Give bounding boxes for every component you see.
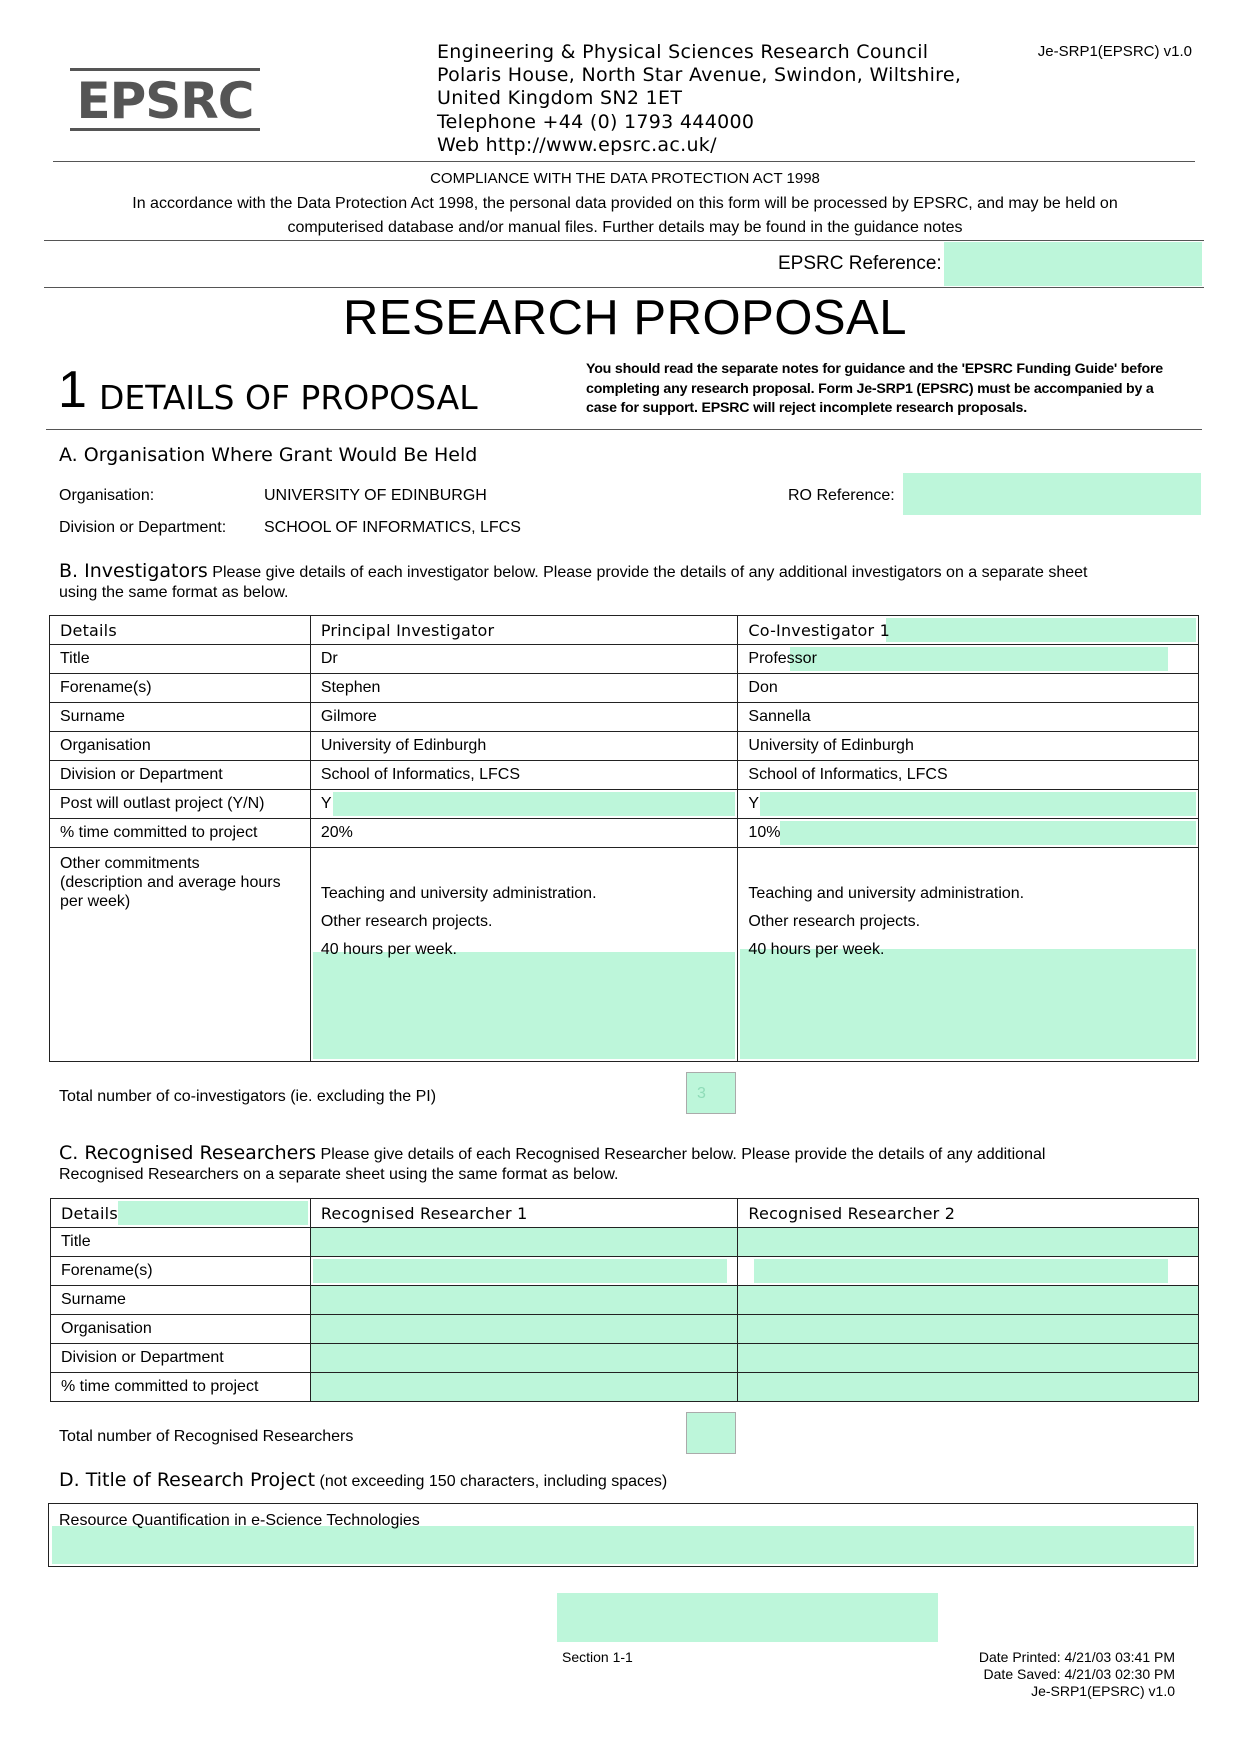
part-c-intro: C. Recognised Researchers Please give details of each Recognised Researcher below. Please provide the details of any additional Recognised Researchers on a separate sheet using the same format as below. (59, 1142, 1046, 1183)
divider (44, 240, 1204, 241)
rr1-surname-field[interactable] (310, 1286, 738, 1315)
part-a-heading: A. Organisation Where Grant Would Be Held (59, 444, 478, 466)
total-coinvestigators-field[interactable]: 3 (686, 1072, 736, 1114)
table-row: Division or Department School of Informatics, LFCS School of Informatics, LFCS (50, 761, 1199, 790)
project-title-box[interactable] (48, 1503, 1198, 1567)
total-coinvestigators-label: Total number of co-investigators (ie. excluding the PI) (59, 1088, 437, 1105)
rr2-organisation-field[interactable] (738, 1315, 1199, 1344)
form-code: Je-SRP1(EPSRC) v1.0 (1037, 43, 1192, 60)
column-header: Recognised Researcher 2 (738, 1199, 1199, 1228)
total-researchers-field[interactable] (686, 1412, 736, 1454)
rr2-division-field[interactable] (738, 1344, 1199, 1373)
page-title: RESEARCH PROPOSAL (343, 291, 907, 345)
table-row: Division or Department (51, 1344, 1199, 1373)
ro-reference-field[interactable] (903, 473, 1201, 515)
compliance-line-2: computerised database and/or manual files. Further details may be found in the guidance notes (287, 219, 963, 236)
part-d-heading: D. Title of Research Project (59, 1469, 316, 1491)
table-header-row (51, 1199, 1199, 1228)
rr1-time-field[interactable] (310, 1373, 738, 1402)
ci-time-cell[interactable]: 10% (738, 819, 1199, 848)
rr1-organisation-field[interactable] (310, 1315, 738, 1344)
input-field[interactable] (754, 1259, 1168, 1283)
input-field[interactable] (886, 618, 1196, 642)
organisation-value: UNIVERSITY OF EDINBURGH (264, 487, 487, 504)
table-row (50, 848, 1199, 1062)
organisation-label: Organisation: (59, 487, 155, 504)
council-address: Engineering & Physical Sciences Research Council Polaris House, North Star Avenue, Swindon, Wiltshire, United Kingdom SN2 1ET Telephone +44 (0) 1793 444000 Web http://www.epsrc.ac.uk/ (437, 41, 962, 156)
column-header: Details (50, 616, 311, 645)
epsrc-logo (70, 68, 260, 134)
table-row: Post will outlast project (Y/N) Y Y (50, 790, 1199, 819)
rr2-title-field[interactable] (738, 1228, 1199, 1257)
section-number: 1 (58, 361, 87, 419)
divider (44, 287, 1204, 288)
investigators-table (49, 615, 1199, 1062)
column-header: Details (51, 1199, 311, 1228)
rr1-title-field[interactable] (310, 1228, 738, 1257)
part-c-heading: C. Recognised Researchers (59, 1142, 317, 1164)
input-field[interactable] (790, 647, 1168, 671)
footer-form-code: Je-SRP1(EPSRC) v1.0 (1031, 1683, 1175, 1699)
footer-section: Section 1-1 (562, 1649, 633, 1665)
guidance-note: You should read the separate notes for guidance and the 'EPSRC Funding Guide' before completing any research proposal. Form Je-SRP1 (EPSRC) must be accompanied by a case for support. EPSRC will reject incomplete research proposals. (586, 361, 1163, 416)
division-value: SCHOOL OF INFORMATICS, LFCS (264, 519, 521, 536)
column-header: Recognised Researcher 1 (310, 1199, 738, 1228)
rr1-forename-cell[interactable] (310, 1257, 738, 1286)
researchers-table (50, 1198, 1199, 1402)
table-row: Forename(s) Stephen Don (50, 674, 1199, 703)
table-row: Surname Gilmore Sannella (50, 703, 1199, 732)
input-field[interactable] (313, 1259, 728, 1283)
table-row: Organisation University of Edinburgh University of Edinburgh (50, 732, 1199, 761)
epsrc-reference-label: EPSRC Reference: (778, 253, 942, 274)
ci-outlast-cell[interactable]: Y (738, 790, 1199, 819)
ro-reference-label: RO Reference: (788, 487, 895, 504)
footer-dates (979, 1649, 1175, 1700)
epsrc-reference-field[interactable] (944, 242, 1202, 286)
column-header: Co-Investigator 1 (738, 616, 1199, 645)
divider (46, 429, 1202, 430)
table-row: Surname (51, 1286, 1199, 1315)
divider (53, 161, 1195, 162)
part-b-intro: B. Investigators Please give details of each investigator below. Please provide the details of any additional investigators on a separate sheet using the same format as below. (59, 560, 1088, 601)
input-field[interactable] (52, 1526, 1194, 1564)
input-field[interactable] (740, 949, 1196, 1059)
signature-field[interactable] (557, 1593, 938, 1642)
pi-outlast-cell[interactable]: Y (310, 790, 738, 819)
input-field[interactable] (780, 821, 1196, 845)
table-row: % time committed to project 20% 10% (50, 819, 1199, 848)
commitments-label: Other commitments (description and average hours per week) (50, 848, 311, 1062)
section-title: DETAILS OF PROPOSAL (99, 378, 478, 417)
input-field[interactable] (760, 792, 1196, 816)
table-row: Title (51, 1228, 1199, 1257)
table-header-row (50, 616, 1199, 645)
rr2-surname-field[interactable] (738, 1286, 1199, 1315)
date-printed: Date Printed: 4/21/03 03:41 PM (978, 1649, 1175, 1665)
rr1-division-field[interactable] (310, 1344, 738, 1373)
date-saved: Date Saved: 4/21/03 02:30 PM (983, 1666, 1175, 1682)
table-row: Organisation (51, 1315, 1199, 1344)
rr2-time-field[interactable] (738, 1373, 1199, 1402)
ci-title-cell[interactable]: Professor (738, 645, 1199, 674)
division-label: Division or Department: (59, 519, 227, 536)
table-row: Title Dr Professor (50, 645, 1199, 674)
input-field[interactable] (313, 952, 736, 1059)
project-title-value: Resource Quantification in e-Science Technologies (59, 1512, 420, 1529)
column-header: Principal Investigator (310, 616, 738, 645)
table-row: Forename(s) (51, 1257, 1199, 1286)
part-d-intro: D. Title of Research Project (not exceeding 150 characters, including spaces) (59, 1469, 668, 1491)
ci-commitments-cell[interactable]: Teaching and university administration. Other research projects. 40 hours per week. (738, 848, 1199, 1062)
input-field[interactable] (333, 792, 736, 816)
table-row: % time committed to project (51, 1373, 1199, 1402)
total-researchers-label: Total number of Recognised Researchers (59, 1428, 354, 1445)
compliance-title: COMPLIANCE WITH THE DATA PROTECTION ACT 1998 (430, 170, 820, 187)
pi-commitments-cell[interactable]: Teaching and university administration. Other research projects. 40 hours per week. (310, 848, 738, 1062)
input-field[interactable] (118, 1201, 308, 1225)
compliance-line-1: In accordance with the Data Protection Act 1998, the personal data provided on this form will be processed by EPSRC, and may be held on (132, 195, 1118, 212)
part-b-heading: B. Investigators (59, 560, 208, 582)
rr2-forename-cell[interactable] (738, 1257, 1199, 1286)
svg-text:EPSRC: EPSRC (76, 72, 254, 130)
